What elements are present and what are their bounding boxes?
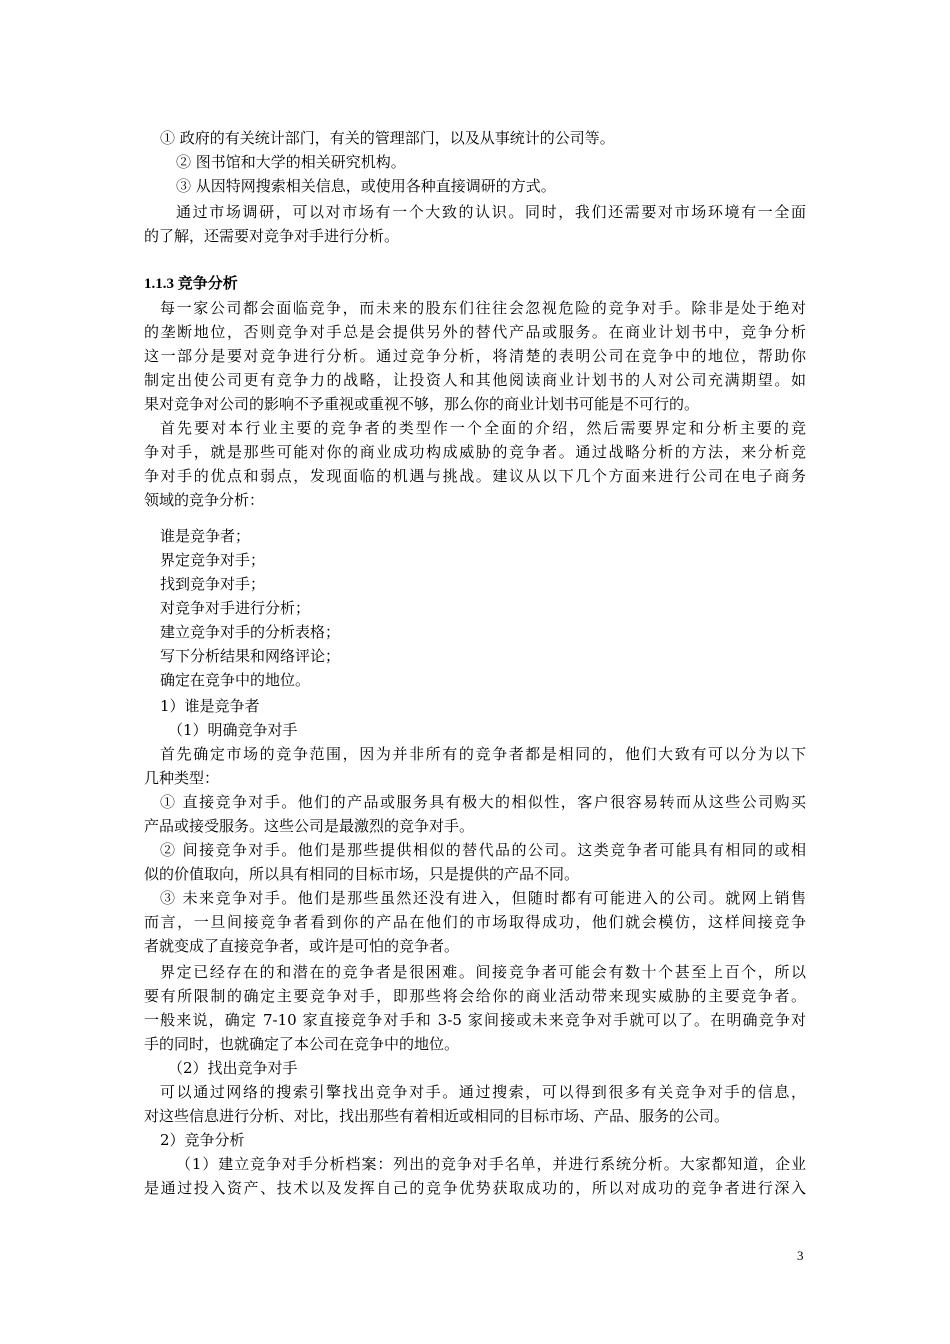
text-line: （2）找出竞争对手	[168, 1059, 298, 1077]
text-line: 写下分析结果和网络评论；	[160, 647, 341, 665]
text-line: 领域的竞争分析：	[144, 491, 265, 509]
text-line: 争对手，就是那些可能对你的商业成功构成威胁的竞争者。通过战略分析的方法，来分析竞	[144, 443, 806, 461]
text-line: ② 图书馆和大学的相关研究机构。	[176, 153, 406, 171]
text-line: 的垄断地位，否则竞争对手总是会提供另外的替代产品或服务。在商业计划书中，竞争分析	[144, 323, 806, 341]
text-line: ② 间接竞争对手。他们是那些提供相似的替代品的公司。这类竞争者可能具有相同的或相	[160, 841, 806, 859]
text-line: ③ 未来竞争对手。他们是那些虽然还没有进入，但随时都有可能进入的公司。就网上销售	[160, 889, 806, 907]
text-line: 界定已经存在的和潜在的竞争者是很困难。间接竞争者可能会有数十个甚至上百个，所以	[160, 963, 806, 981]
text-line: 找到竞争对手；	[160, 575, 266, 593]
text-line: 首先要对本行业主要的竞争者的类型作一个全面的介绍，然后需要界定和分析主要的竞	[160, 419, 806, 437]
text-line: 建立竞争对手的分析表格；	[160, 623, 341, 641]
text-line: ① 政府的有关统计部门，有关的管理部门，以及从事统计的公司等。	[160, 129, 615, 147]
text-line: ① 直接竞争对手。他们的产品或服务具有极大的相似性，客户很容易转而从这些公司购买	[160, 793, 806, 811]
text-line: 者就变成了直接竞争者，或许是可怕的竞争者。	[144, 937, 460, 955]
text-line: 产品或接受服务。这些公司是最激烈的竞争对手。	[144, 817, 475, 835]
text-line: （1）建立竞争对手分析档案：列出的竞争对手名单，并进行系统分析。大家都知道，企业	[176, 1155, 806, 1173]
text-line: 几种类型：	[144, 769, 220, 787]
text-line: ③ 从因特网搜索相关信息，或使用各种直接调研的方式。	[176, 177, 556, 195]
text-line: 可以通过网络的搜索引擎找出竞争对手。通过搜索，可以得到很多有关竞争对手的信息，	[160, 1083, 806, 1101]
text-line: 而言，一旦间接竞争者看到你的产品在他们的市场取得成功，他们就会模仿，这样间接竞争	[144, 913, 806, 931]
text-line: 是通过投入资产、技术以及发挥自己的竞争优势获取成功的，所以对成功的竞争者进行深入	[144, 1179, 806, 1197]
text-line: 1）谁是竞争者	[160, 697, 260, 715]
text-line: 这一部分是要对竞争进行分析。通过竞争分析，将清楚的表明公司在竞争中的地位，帮助你	[144, 347, 806, 365]
text-line: （1）明确竞争对手	[168, 721, 298, 739]
page-number: 3	[797, 1248, 804, 1263]
text-line: 手的同时，也就确定了本公司在竞争中的地位。	[144, 1035, 460, 1053]
text-line: 要有所限制的确定主要竞争对手，即那些将会给你的商业活动带来现实威胁的主要竞争者。	[144, 987, 806, 1005]
text-line: 对这些信息进行分析、对比，找出那些有着相近或相同的目标市场、产品、服务的公司。	[144, 1107, 730, 1125]
text-line: 果对竞争对公司的影响不予重视或重视不够，那么你的商业计划书可能是不可行的。	[144, 395, 700, 413]
text-line: 通过市场调研，可以对市场有一个大致的认识。同时，我们还需要对市场环境有一全面	[176, 203, 806, 221]
text-line: 一般来说，确定 7-10 家直接竞争对手和 3-5 家间接或未来竞争对手就可以了。在明确竞争对	[144, 1011, 806, 1029]
text-line: 谁是竞争者；	[160, 527, 251, 545]
text-line: 对竞争对手进行分析；	[160, 599, 311, 617]
text-line: 制定出使公司更有竞争力的战略，让投资人和其他阅读商业计划书的人对公司充满期望。如	[144, 371, 806, 389]
text-line: 2）竞争分析	[160, 1131, 245, 1149]
text-line: 似的价值取向，所以具有相同的目标市场，只是提供的产品不同。	[144, 865, 580, 883]
text-line: 首先确定市场的竞争范围，因为并非所有的竞争者都是相同的，他们大致有可以分为以下	[160, 745, 806, 763]
text-line: 界定竞争对手；	[160, 551, 266, 569]
text-line: 争对手的优点和弱点，发现面临的机遇与挑战。建议从以下几个方面来进行公司在电子商务	[144, 467, 806, 485]
text-line: 确定在竞争中的地位。	[160, 671, 311, 689]
text-line: 的了解，还需要对竞争对手进行分析。	[144, 227, 400, 245]
section-heading: 1.1.3 竞争分析	[144, 276, 238, 292]
text-line: 每一家公司都会面临竞争，而未来的股东们往往会忽视危险的竞争对手。除非是处于绝对	[160, 299, 806, 317]
